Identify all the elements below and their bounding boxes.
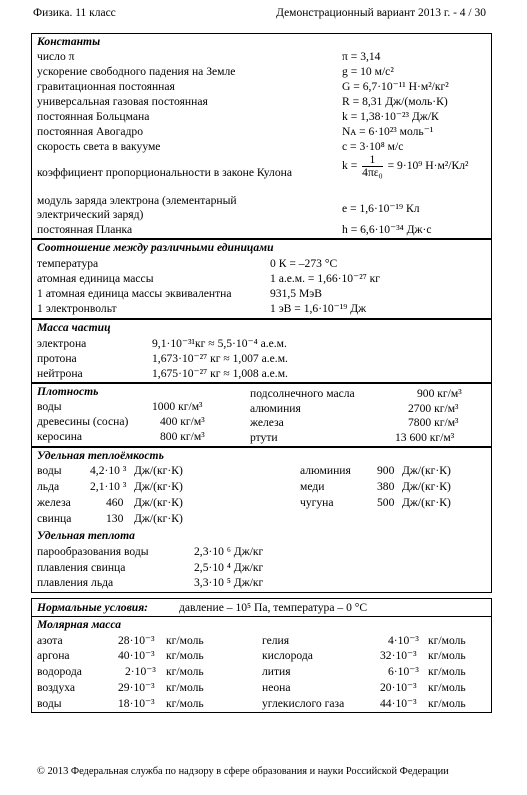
specific-heat-label: плавления свинца — [37, 561, 126, 574]
heat-capacity-title: Удельная теплоёмкость — [37, 449, 164, 462]
header-variant: Демонстрационный вариант 2013 г. - 4 / 30 — [276, 7, 486, 19]
constant-label: ускорение свободного падения на Земле — [37, 65, 236, 78]
density-label: подсолнечного масла — [250, 387, 355, 400]
molar-unit: кг/моль — [166, 665, 204, 678]
density-label: ртути — [250, 431, 278, 444]
constant-label: постоянная Больцмана — [37, 110, 150, 123]
constants-title: Константы — [37, 35, 101, 48]
header-subject: Физика. 11 класс — [33, 7, 116, 19]
molar-unit: кг/моль — [428, 681, 466, 694]
constant-value: k = 1,38·10⁻²³ Дж/К — [342, 110, 439, 123]
molar-value: 2·10⁻³ — [125, 665, 156, 678]
molar-label: неона — [262, 681, 291, 694]
molar-value: 29·10⁻³ — [118, 681, 155, 694]
constant-value: h = 6,6·10⁻³⁴ Дж·с — [342, 223, 432, 236]
heat-capacity-label: чугуна — [300, 496, 334, 509]
density-value: 800 кг/м³ — [160, 430, 205, 443]
density-value: 7800 кг/м³ — [408, 416, 459, 429]
unit-label: температура — [37, 257, 99, 270]
fraction-numerator: 1 — [362, 154, 383, 167]
molar-value: 18·10⁻³ — [118, 697, 155, 710]
constant-value: e = 1,6·10⁻¹⁹ Кл — [342, 202, 420, 215]
constant-label: постоянная Планка — [37, 223, 133, 236]
specific-heat-title: Удельная теплота — [37, 529, 135, 542]
unit-label: 1 электронвольт — [37, 302, 117, 315]
masses-title: Масса частиц — [37, 321, 111, 334]
molar-title: Молярная масса — [37, 618, 122, 631]
molar-value: 44·10⁻³ — [380, 697, 417, 710]
molar-label: гелия — [262, 634, 290, 647]
unit-label: 1 атомная единица массы эквивалентна — [37, 287, 232, 300]
constants-box — [31, 33, 492, 239]
heat-capacity-label: железа — [37, 496, 71, 509]
masses-box — [31, 319, 492, 383]
mass-value: 1,673·10⁻²⁷ кг ≈ 1,007 а.е.м. — [152, 352, 288, 365]
specific-heat-value: 2,5·10 ⁴ Дж/кг — [194, 561, 264, 574]
unit-label: атомная единица массы — [37, 272, 154, 285]
coulomb-suffix: = 9·10⁹ Н·м²/Кл² — [387, 159, 469, 173]
units-box — [31, 239, 492, 319]
molar-unit: кг/моль — [166, 681, 204, 694]
heat-capacity-unit: Дж/(кг·К) — [134, 496, 183, 509]
heat-capacity-label: воды — [37, 464, 62, 477]
heat-capacity-value: 900 — [377, 464, 395, 477]
constant-value: Nᴀ = 6·10²³ моль⁻¹ — [342, 125, 434, 138]
density-value: 400 кг/м³ — [160, 415, 205, 428]
heat-capacity-value: 4,2·10 ³ — [90, 464, 127, 477]
constant-label: модуль заряда электрона (элементарный — [37, 194, 237, 207]
heat-capacity-value: 2,1·10 ³ — [90, 480, 127, 493]
unit-value: 1 а.е.м. = 1,66·10⁻²⁷ кг — [270, 272, 381, 285]
molar-value: 4·10⁻³ — [388, 634, 419, 647]
heat-capacity-value: 500 — [377, 496, 395, 509]
molar-value: 20·10⁻³ — [380, 681, 417, 694]
heat-capacity-label: алюминия — [300, 464, 351, 477]
heat-capacity-value: 460 — [106, 496, 124, 509]
constant-value: g = 10 м/с² — [342, 65, 394, 78]
mass-value: 1,675·10⁻²⁷ кг ≈ 1,008 а.е.м. — [152, 367, 288, 380]
heat-capacity-label: меди — [300, 480, 325, 493]
molar-unit: кг/моль — [428, 649, 466, 662]
molar-unit: кг/моль — [428, 697, 466, 710]
density-label: железа — [250, 416, 284, 429]
mass-label: протона — [37, 352, 77, 365]
density-title: Плотность — [37, 385, 99, 398]
constant-label: постоянная Авогадро — [37, 125, 144, 138]
constant-label: гравитационная постоянная — [37, 80, 175, 93]
molar-value: 40·10⁻³ — [118, 649, 155, 662]
heat-capacity-label: свинца — [37, 512, 72, 525]
molar-label: воздуха — [37, 681, 76, 694]
heat-capacity-label: льда — [37, 480, 60, 493]
density-label: воды — [37, 400, 62, 413]
heat-capacity-unit: Дж/(кг·К) — [402, 480, 451, 493]
specific-heat-value: 3,3·10 ⁵ Дж/кг — [194, 576, 264, 589]
coulomb-prefix: k = — [342, 159, 358, 173]
density-label: керосина — [37, 430, 83, 443]
molar-label: азота — [37, 634, 63, 647]
units-title: Соотношение между различными единицами — [37, 241, 274, 254]
heat-capacity-unit: Дж/(кг·К) — [134, 464, 183, 477]
molar-unit: кг/моль — [166, 634, 204, 647]
heat-capacity-value: 130 — [106, 512, 124, 525]
density-value: 13 600 кг/м³ — [395, 431, 455, 444]
specific-heat-label: парообразования воды — [37, 545, 149, 558]
mass-label: нейтрона — [37, 367, 83, 380]
unit-value: 0 К = –273 °С — [270, 257, 338, 270]
molar-label: аргона — [37, 649, 70, 662]
molar-unit: кг/моль — [428, 665, 466, 678]
specific-heat-value: 2,3·10 ⁶ Дж/кг — [194, 545, 264, 558]
normal-conditions-title: Нормальные условия: — [37, 601, 149, 614]
specific-heat-label: плавления льда — [37, 576, 114, 589]
density-value: 900 кг/м³ — [417, 387, 462, 400]
molar-label: лития — [262, 665, 291, 678]
unit-value: 1 эВ = 1,6·10⁻¹⁹ Дж — [270, 302, 367, 315]
unit-value: 931,5 МэВ — [270, 287, 323, 300]
molar-label: воды — [37, 697, 62, 710]
constant-label: число π — [37, 50, 75, 63]
constant-value: π = 3,14 — [342, 50, 381, 63]
constant-label: универсальная газовая постоянная — [37, 95, 208, 108]
constant-label: скорость света в вакууме — [37, 140, 161, 153]
normal-conditions-text: давление – 10⁵ Па, температура – 0 °С — [179, 601, 368, 614]
molar-label: водорода — [37, 665, 82, 678]
heat-capacity-value: 380 — [377, 480, 395, 493]
molar-unit: кг/моль — [166, 649, 204, 662]
molar-label: углекислого газа — [262, 697, 345, 710]
density-label: алюминия — [250, 402, 301, 415]
constant-label-cont: электрический заряд) — [37, 208, 144, 221]
molar-label: кислорода — [262, 649, 313, 662]
heat-capacity-unit: Дж/(кг·К) — [402, 496, 451, 509]
heat-capacity-unit: Дж/(кг·К) — [134, 480, 183, 493]
constant-value: c = 3·10⁸ м/с — [342, 140, 404, 153]
fraction-denominator: 4πε₀ — [362, 166, 383, 179]
heat-box — [31, 447, 492, 593]
molar-value: 32·10⁻³ — [380, 649, 417, 662]
density-box — [31, 383, 492, 447]
molar-box — [31, 616, 492, 713]
heat-capacity-unit: Дж/(кг·К) — [402, 464, 451, 477]
molar-value: 6·10⁻³ — [388, 665, 419, 678]
mass-label: электрона — [37, 337, 87, 350]
density-value: 1000 кг/м³ — [152, 400, 203, 413]
normal-conditions-box — [31, 598, 492, 617]
density-value: 2700 кг/м³ — [408, 402, 459, 415]
heat-capacity-unit: Дж/(кг·К) — [134, 512, 183, 525]
molar-unit: кг/моль — [428, 634, 466, 647]
constant-value: G = 6,7·10⁻¹¹ Н·м²/кг² — [342, 80, 449, 93]
coulomb-fraction — [362, 154, 383, 179]
molar-unit: кг/моль — [166, 697, 204, 710]
molar-value: 28·10⁻³ — [118, 634, 155, 647]
density-label: древесины (сосна) — [37, 415, 129, 428]
constant-label: коэффициент пропорциональности в законе Кулона — [37, 166, 292, 179]
coulomb-formula — [342, 154, 469, 179]
mass-value: 9,1·10⁻³¹кг ≈ 5,5·10⁻⁴ а.е.м. — [152, 337, 287, 350]
footer-copyright: © 2013 Федеральная служба по надзору в сфере образования и науки Российской Федерации — [37, 766, 449, 777]
constant-value: R = 8,31 Дж/(моль·К) — [342, 95, 448, 108]
